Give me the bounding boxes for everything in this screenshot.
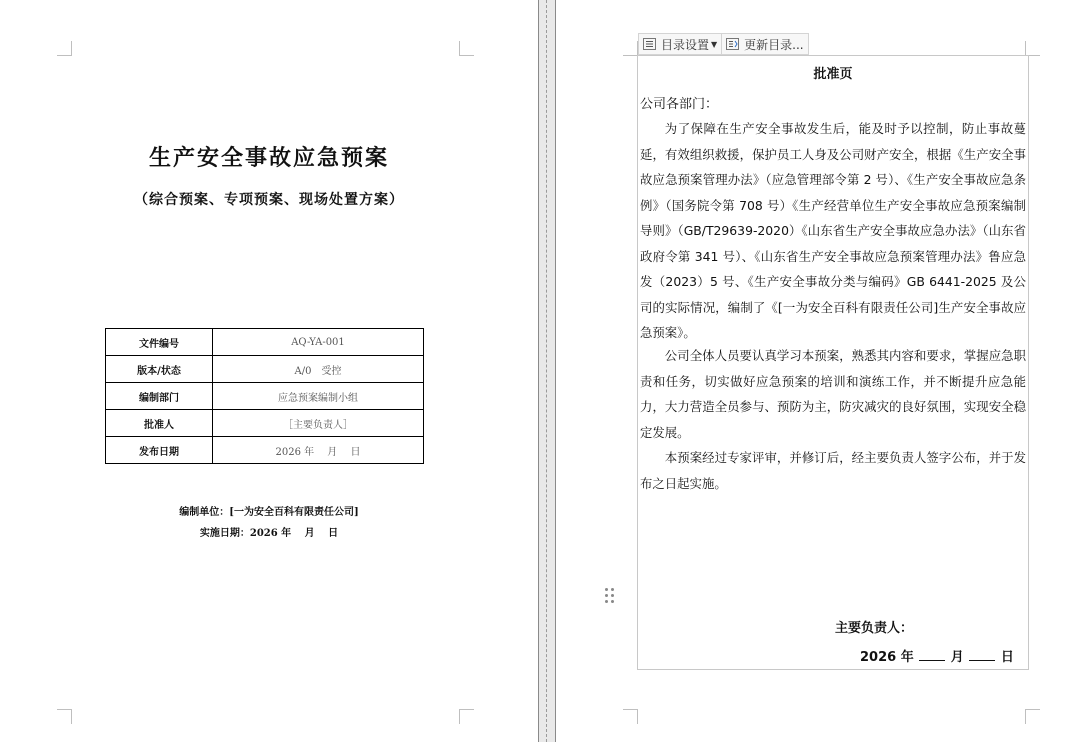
blank-line — [919, 648, 945, 661]
implementation-date: 实施日期：2026 年 月 日 — [199, 528, 339, 539]
crop-mark — [623, 709, 638, 724]
approval-paragraph: 公司全体人员要认真学习本预案，熟悉其内容和要求，掌握应急职责和任务，切实做好应急预案的培训和演练工作，并不断提升应急能力，大力营造全员参与、预防为主，防灾减灾的良好氛围，实现安全稳定发展。 — [640, 348, 1026, 440]
table-row — [106, 356, 424, 383]
table-value: A/0 受控 — [213, 356, 424, 383]
date-day: 日 — [1000, 650, 1014, 665]
blank-line — [969, 648, 995, 661]
signature-date — [860, 646, 1014, 665]
table-label: 编制部门 — [106, 383, 213, 410]
document-info-table — [105, 328, 424, 464]
date-year: 2026 年 — [860, 650, 914, 665]
table-value: 应急预案编制小组 — [213, 383, 424, 410]
table-row — [106, 437, 424, 464]
table-label: 文件编号 — [106, 329, 213, 356]
refresh-toc-icon — [726, 38, 739, 50]
document-subtitle: （综合预案、专项预案、现场处置方案） — [134, 192, 404, 208]
toc-settings-label: 目录设置 — [661, 37, 710, 52]
table-value: 2026 年 月 日 — [213, 437, 424, 464]
table-label: 版本/状态 — [106, 356, 213, 383]
table-value: AQ-YA-001 — [213, 329, 424, 356]
approval-paragraph: 为了保障在生产安全事故发生后，能及时予以控制，防止事故蔓延，有效组织救援，保护员工人身及公司财产安全，根据《生产安全事故应急预案管理办法》（应急管理部令第 2 号）、《生产安全事故应急条例》（国务院令第 708 号）《生产经营单位生产安全事故应急预案编制导则》（GB/T29639-2020）《山东省生产安全事故应急办法》（山东省政府令第 341 号）、《山东省生产安全事故应急预案管理办法》鲁应急发（2023）5 号、《生产安全事故分类与编码》GB 6441-2025 及公司的实际情况，编制了《[一为安全百科有限责任公司]生产安全事故应急预案》。 — [640, 121, 1026, 340]
crop-mark — [57, 709, 72, 724]
crop-mark — [1025, 709, 1040, 724]
date-month: 月 — [950, 650, 964, 665]
crop-mark — [1025, 41, 1040, 56]
compiling-unit: 编制单位：[一为安全百科有限责任公司] — [179, 507, 359, 518]
table-label: 批准人 — [106, 410, 213, 437]
toc-toolbar — [638, 33, 809, 55]
table-row — [106, 329, 424, 356]
approval-title: 批准页 — [813, 67, 853, 82]
table-row — [106, 383, 424, 410]
crop-mark — [459, 41, 474, 56]
crop-mark — [57, 41, 72, 56]
page-separator — [538, 0, 556, 742]
update-toc-button[interactable] — [721, 34, 807, 54]
update-toc-label: 更新目录... — [744, 37, 804, 52]
signer-label: 主要负责人： — [835, 621, 914, 636]
addressee: 公司各部门： — [640, 97, 719, 112]
table-label: 发布日期 — [106, 437, 213, 464]
crop-mark — [623, 41, 638, 56]
toc-list-icon — [643, 38, 656, 50]
approval-paragraph: 本预案经过专家评审，并修订后，经主要负责人签字公布，并于发布之日起实施。 — [640, 450, 1026, 491]
chevron-down-icon: ▼ — [711, 39, 718, 49]
crop-mark — [459, 709, 474, 724]
table-row — [106, 410, 424, 437]
table-value: ［主要负责人］ — [213, 410, 424, 437]
drag-handle-icon[interactable] — [605, 588, 615, 604]
document-title: 生产安全事故应急预案 — [148, 145, 389, 171]
toc-settings-button[interactable] — [639, 34, 721, 54]
